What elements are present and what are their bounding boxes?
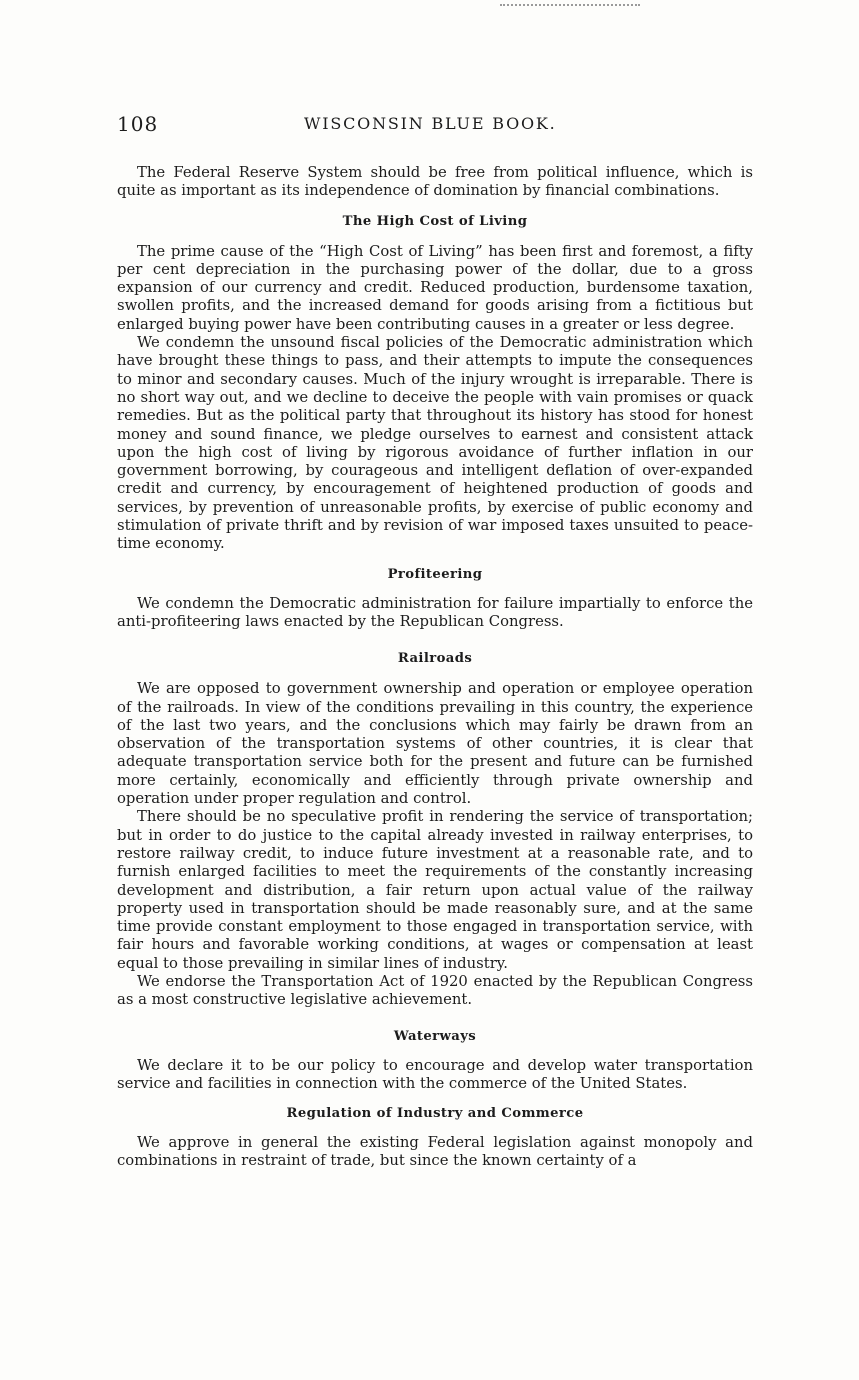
heading-high-cost-of-living: The High Cost of Living: [342, 213, 528, 229]
railroads-paragraph-3: We endorse the Transportation Act of 1920 enacted by the Republican Congress as a most constructive legislative achievement.: [117, 972, 753, 1009]
running-title: WISCONSIN BLUE BOOK.: [304, 114, 557, 133]
book-page: [117, 108, 753, 1171]
high-cost-paragraph-2: We condemn the unsound fiscal policies of the Democratic administration which have brought these things to pass, and their attempts to impute the consequences to minor and secondary causes. Much of the injury wrought is irreparable. There is no short way out, and we decline to deceive the people with vain promises or quack remedies. But as the political party that throughout its history has stood for honest money and sound finance, we pledge ourselves to earnest and consistent attack upon the high cost of living by rigorous avoidance of further inflation in our government borrowing, by courageous and intelligent deflation of over-expanded credit and currency, by encouragement of heightened production of goods and services, by prevention of unreasonable profits, by exercise of public economy and stimulation of private thrift and by revision of war imposed taxes unsuited to peace-time economy.: [117, 334, 753, 553]
heading-regulation-of-industry: Regulation of Industry and Commerce: [286, 1106, 584, 1122]
railroads-paragraph-2: There should be no speculative profit in rendering the service of transportation; but in order to do justice to the capital already invested in railway enterprises, to restore railway credit, to induce future investment at a reasonable rate, and to furnish enlarged facilities to meet the requirements of the constantly increasing development and distribution, a fair return upon actual value of the railway property used in transportation should be made reasonably sure, and at the same time provide constant employment to those engaged in transportation service, with fair hours and favorable working conditions, at wages or compensation at least equal to those prevailing in similar lines of industry.: [117, 808, 753, 972]
page-header: [117, 108, 753, 142]
heading-waterways: Waterways: [393, 1028, 477, 1044]
page-number: 108: [117, 112, 159, 136]
high-cost-paragraph-1: The prime cause of the “High Cost of Living” has been first and foremost, a fifty per cent depreciation in the purchasing power of the dollar, due to a gross expansion of our currency and credit. Reduced production, burdensome taxation, swollen profits, and the increased demand for goods arising from a fictitious but enlarged buying power have been contributing causes in a greater or less degree.: [117, 242, 753, 333]
heading-railroads: Railroads: [397, 651, 473, 667]
railroads-paragraph-1: We are opposed to government ownership and operation or employee operation of the railroads. In view of the conditions prevailing in this country, the experience of the last two years, and the conclusions which may fairly be drawn from an observation of the transportation systems of other countries, it is clear that adequate transportation service both for the present and future can be furnished more certainly, economically and efficiently through private ownership and operation under proper regulation and control.: [117, 680, 753, 808]
waterways-paragraph: We declare it to be our policy to encourage and develop water transportation service and facilities in connection with the commerce of the United States.: [117, 1056, 753, 1092]
profiteering-paragraph: We condemn the Democratic administration for failure impartially to enforce the anti-profiteering laws enacted by the Republican Congress.: [117, 594, 753, 630]
scan-artifact-mark: [500, 0, 640, 6]
heading-profiteering: Profiteering: [387, 566, 483, 582]
intro-paragraph: The Federal Reserve System should be free from political influence, which is quite as important as its independence of domination by financial combinations.: [117, 164, 753, 200]
regulation-paragraph: We approve in general the existing Federal legislation against monopoly and combinations in restraint of trade, but since the known certainty of a: [117, 1134, 753, 1170]
